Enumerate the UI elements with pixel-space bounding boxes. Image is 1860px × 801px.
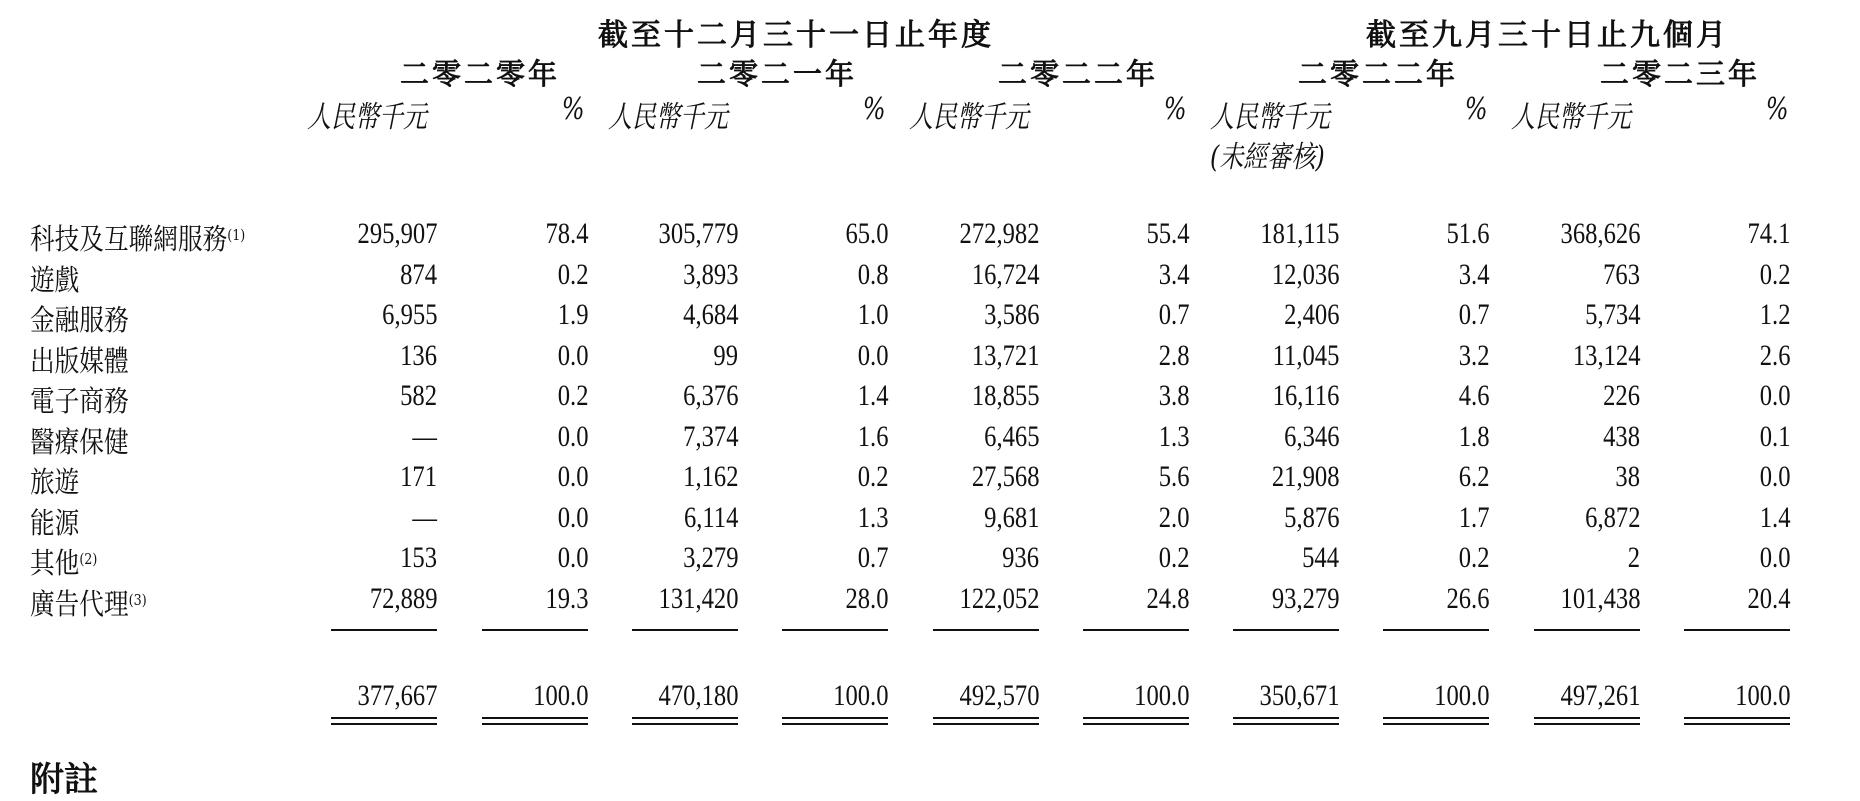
table-cell: 5,734 bbox=[1584, 298, 1640, 331]
total-double-rule bbox=[482, 717, 588, 725]
total-double-rule bbox=[1383, 717, 1489, 725]
table-cell: 1.3 bbox=[1158, 420, 1189, 453]
table-cell: 0.0 bbox=[557, 501, 588, 534]
table-cell: 18,855 bbox=[971, 379, 1039, 412]
currency-label-2023-nine-months: 人民幣千元 bbox=[1511, 100, 1631, 135]
total-double-rule bbox=[632, 717, 738, 725]
table-cell: 0.0 bbox=[1759, 541, 1790, 574]
table-cell: 3,279 bbox=[682, 541, 738, 574]
table-cell: 544 bbox=[1302, 541, 1339, 574]
table-cell: 2,406 bbox=[1283, 298, 1339, 331]
subtotal-rule bbox=[1684, 629, 1790, 631]
table-cell: 6,114 bbox=[683, 501, 738, 534]
table-cell: 0.0 bbox=[1759, 379, 1790, 412]
row-label-tech-internet bbox=[30, 217, 245, 258]
table-cell: 3.8 bbox=[1158, 379, 1189, 412]
total-cell: 100.0 bbox=[832, 679, 888, 712]
table-cell: 28.0 bbox=[844, 582, 888, 615]
table-cell: 1,162 bbox=[682, 460, 738, 493]
subtotal-rule bbox=[632, 629, 738, 631]
table-cell: 181,115 bbox=[1259, 217, 1339, 250]
table-cell: 4.6 bbox=[1458, 379, 1489, 412]
table-cell: 0.0 bbox=[857, 339, 888, 372]
currency-label-2022: 人民幣千元 bbox=[909, 100, 1029, 135]
table-cell: 9,681 bbox=[983, 501, 1039, 534]
subtotal-rule bbox=[1233, 629, 1339, 631]
table-cell: 0.0 bbox=[557, 541, 588, 574]
row-label-text: 其他 bbox=[30, 546, 80, 580]
table-cell: 3,893 bbox=[682, 258, 738, 291]
table-cell: 72,889 bbox=[369, 582, 437, 615]
table-cell: — bbox=[412, 501, 437, 534]
percent-label-2020: % bbox=[562, 92, 585, 127]
table-cell: 13,721 bbox=[971, 339, 1039, 372]
table-cell: 0.2 bbox=[857, 460, 888, 493]
row-label-energy: 能源 bbox=[30, 506, 80, 540]
total-double-rule bbox=[933, 717, 1039, 725]
table-cell: 0.8 bbox=[857, 258, 888, 291]
total-cell: 100.0 bbox=[532, 679, 588, 712]
table-cell: 12,036 bbox=[1271, 258, 1339, 291]
table-cell: 3.2 bbox=[1458, 339, 1489, 372]
table-cell: 0.2 bbox=[1458, 541, 1489, 574]
total-cell: 377,667 bbox=[357, 679, 437, 712]
table-cell: 0.7 bbox=[857, 541, 888, 574]
total-cell: 470,180 bbox=[658, 679, 738, 712]
table-cell: 1.9 bbox=[557, 298, 588, 331]
table-cell: — bbox=[412, 420, 437, 453]
table-cell: 16,116 bbox=[1272, 379, 1339, 412]
table-cell: 368,626 bbox=[1560, 217, 1640, 250]
table-cell: 131,420 bbox=[658, 582, 738, 615]
table-cell: 0.2 bbox=[1759, 258, 1790, 291]
table-cell: 0.0 bbox=[557, 460, 588, 493]
subtotal-rule bbox=[782, 629, 888, 631]
year-header-2023-nine-months: 二零二三年 bbox=[1600, 57, 1761, 91]
total-double-rule bbox=[1083, 717, 1189, 725]
table-cell: 0.7 bbox=[1458, 298, 1489, 331]
row-label-others bbox=[30, 541, 97, 582]
table-cell: 3.4 bbox=[1158, 258, 1189, 291]
table-cell: 7,374 bbox=[682, 420, 738, 453]
table-cell: 2 bbox=[1627, 541, 1640, 574]
footnote-ref: (2) bbox=[79, 550, 98, 568]
percent-label-2022: % bbox=[1164, 92, 1187, 127]
currency-label-2021: 人民幣千元 bbox=[608, 100, 728, 135]
total-double-rule bbox=[1684, 717, 1790, 725]
year-header-2021: 二零二一年 bbox=[697, 57, 858, 91]
row-label-publishing-media: 出版媒體 bbox=[30, 344, 129, 378]
table-cell: 763 bbox=[1603, 258, 1640, 291]
subtotal-rule bbox=[1083, 629, 1189, 631]
subtotal-rule bbox=[933, 629, 1039, 631]
table-cell: 295,907 bbox=[357, 217, 437, 250]
table-cell: 438 bbox=[1603, 420, 1640, 453]
table-cell: 26.6 bbox=[1445, 582, 1489, 615]
table-cell: 38 bbox=[1615, 460, 1640, 493]
group-header-nine-months: 截至九月三十日止九個月 bbox=[1366, 18, 1729, 53]
table-cell: 3.4 bbox=[1458, 258, 1489, 291]
table-cell: 1.7 bbox=[1458, 501, 1489, 534]
table-cell: 20.4 bbox=[1746, 582, 1790, 615]
table-cell: 19.3 bbox=[544, 582, 588, 615]
table-cell: 6,872 bbox=[1584, 501, 1640, 534]
table-cell: 936 bbox=[1002, 541, 1039, 574]
row-label-text: 科技及互聯網服務 bbox=[30, 222, 228, 256]
total-double-rule bbox=[782, 717, 888, 725]
table-cell: 6,376 bbox=[682, 379, 738, 412]
row-label-text: 廣告代理 bbox=[30, 587, 129, 621]
table-cell: 6,955 bbox=[381, 298, 437, 331]
row-label-advertising-agency bbox=[30, 582, 147, 623]
table-cell: 21,908 bbox=[1271, 460, 1339, 493]
table-cell: 0.7 bbox=[1158, 298, 1189, 331]
table-cell: 13,124 bbox=[1572, 339, 1640, 372]
table-cell: 1.3 bbox=[857, 501, 888, 534]
percent-label-2023-nine-months: % bbox=[1766, 92, 1789, 127]
table-cell: 74.1 bbox=[1746, 217, 1790, 250]
table-cell: 0.2 bbox=[557, 379, 588, 412]
table-cell: 1.8 bbox=[1458, 420, 1489, 453]
footnote-heading-partial: 附註 bbox=[30, 760, 98, 800]
table-cell: 27,568 bbox=[971, 460, 1039, 493]
total-cell: 100.0 bbox=[1133, 679, 1189, 712]
table-cell: 0.0 bbox=[557, 339, 588, 372]
table-cell: 0.0 bbox=[1759, 460, 1790, 493]
row-label-games: 遊戲 bbox=[30, 263, 80, 297]
table-cell: 226 bbox=[1603, 379, 1640, 412]
total-cell: 492,570 bbox=[959, 679, 1039, 712]
group-header-year-ended: 截至十二月三十一日止年度 bbox=[598, 18, 994, 53]
year-header-2022-nine-months: 二零二二年 bbox=[1298, 57, 1459, 91]
total-cell: 100.0 bbox=[1734, 679, 1790, 712]
percent-label-2022-nine-months: % bbox=[1465, 92, 1488, 127]
total-cell: 497,261 bbox=[1560, 679, 1640, 712]
table-cell: 582 bbox=[400, 379, 437, 412]
total-double-rule bbox=[331, 717, 437, 725]
table-cell: 2.0 bbox=[1158, 501, 1189, 534]
table-cell: 171 bbox=[400, 460, 437, 493]
footnote-ref: (1) bbox=[227, 226, 246, 244]
footnote-ref: (3) bbox=[128, 591, 147, 609]
table-cell: 78.4 bbox=[544, 217, 588, 250]
table-cell: 874 bbox=[400, 258, 437, 291]
table-cell: 99 bbox=[713, 339, 738, 372]
subtotal-rule bbox=[331, 629, 437, 631]
table-cell: 5,876 bbox=[1283, 501, 1339, 534]
table-cell: 93,279 bbox=[1271, 582, 1339, 615]
table-cell: 153 bbox=[400, 541, 437, 574]
table-cell: 101,438 bbox=[1560, 582, 1640, 615]
table-cell: 16,724 bbox=[971, 258, 1039, 291]
table-cell: 122,052 bbox=[959, 582, 1039, 615]
table-cell: 0.1 bbox=[1759, 420, 1790, 453]
table-cell: 272,982 bbox=[959, 217, 1039, 250]
table-cell: 55.4 bbox=[1145, 217, 1189, 250]
year-header-2022: 二零二二年 bbox=[998, 57, 1159, 91]
table-cell: 305,779 bbox=[658, 217, 738, 250]
subtotal-rule bbox=[1534, 629, 1640, 631]
table-cell: 1.0 bbox=[857, 298, 888, 331]
table-cell: 6,346 bbox=[1283, 420, 1339, 453]
percent-label-2021: % bbox=[863, 92, 886, 127]
table-cell: 6,465 bbox=[983, 420, 1039, 453]
row-label-e-commerce: 電子商務 bbox=[30, 384, 129, 418]
table-cell: 136 bbox=[400, 339, 437, 372]
table-cell: 1.4 bbox=[857, 379, 888, 412]
table-cell: 65.0 bbox=[844, 217, 888, 250]
table-cell: 1.2 bbox=[1759, 298, 1790, 331]
table-cell: 0.2 bbox=[557, 258, 588, 291]
row-label-healthcare: 醫療保健 bbox=[30, 425, 129, 459]
year-header-2020: 二零二零年 bbox=[400, 57, 561, 91]
total-double-rule bbox=[1534, 717, 1640, 725]
row-label-travel: 旅遊 bbox=[30, 465, 80, 499]
table-cell: 6.2 bbox=[1458, 460, 1489, 493]
table-cell: 3,586 bbox=[983, 298, 1039, 331]
table-cell: 2.8 bbox=[1158, 339, 1189, 372]
table-cell: 5.6 bbox=[1158, 460, 1189, 493]
table-cell: 1.4 bbox=[1759, 501, 1790, 534]
table-cell: 2.6 bbox=[1759, 339, 1790, 372]
currency-label-2020: 人民幣千元 bbox=[307, 100, 427, 135]
table-cell: 1.6 bbox=[857, 420, 888, 453]
total-cell: 350,671 bbox=[1259, 679, 1339, 712]
table-cell: 0.2 bbox=[1158, 541, 1189, 574]
table-cell: 11,045 bbox=[1272, 339, 1339, 372]
table-cell: 51.6 bbox=[1445, 217, 1489, 250]
subtotal-rule bbox=[1383, 629, 1489, 631]
subtotal-rule bbox=[482, 629, 588, 631]
total-cell: 100.0 bbox=[1433, 679, 1489, 712]
total-double-rule bbox=[1233, 717, 1339, 725]
unaudited-label: (未經審核) bbox=[1210, 140, 1325, 175]
row-label-financial-services: 金融服務 bbox=[30, 303, 129, 337]
table-cell: 24.8 bbox=[1145, 582, 1189, 615]
table-cell: 4,684 bbox=[682, 298, 738, 331]
currency-label-2022-nine-months: 人民幣千元 bbox=[1210, 100, 1330, 135]
table-cell: 0.0 bbox=[557, 420, 588, 453]
